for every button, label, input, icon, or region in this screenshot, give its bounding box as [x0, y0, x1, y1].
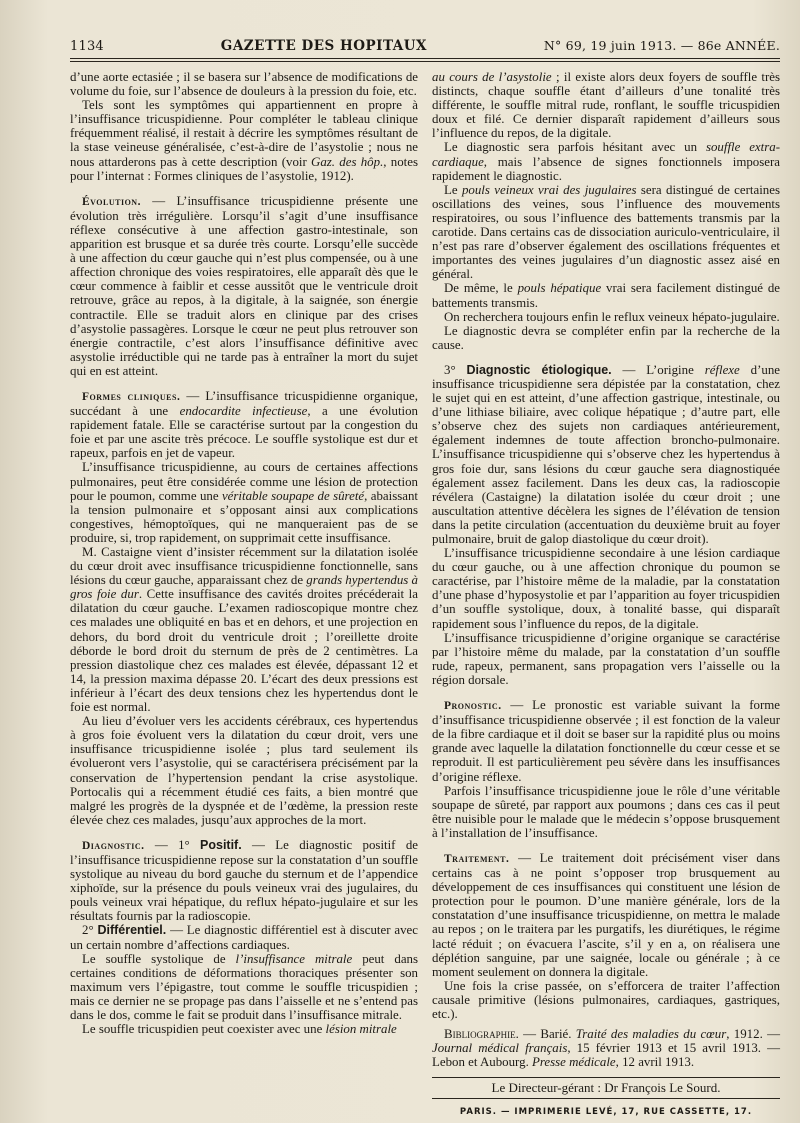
section-pronostic: Pronostic. — Le pronostic est variable suivant la forme d’insuffisance tricuspidienne observée ; il est fonction de la valeur de la fibre cardiaque et il doit se baser sur la rapidité plus ou moins grande avec laquelle la dilatation fonctionnelle du cœur cesse et se reproduit. Il est particulièrement peu sévère dans les insuffisances d’origine réflexe. — [432, 698, 780, 784]
section-diagnostic: Diagnostic. — 1° Positif. — Le diagnostic positif de l’insuffisance tricuspidienne repose sur la constatation d’un souffle systolique au niveau du bord gauche du sternum et de l’appendice xiphoïde, sur la présence du pouls veineux vrai des jugulaires, du pouls veineux vrai hépatique, du reflux hépato-jugulaire et sur les résultats fournis par la radioscopie. — [70, 837, 418, 924]
paragraph: M. Castaigne vient d’insister récemment sur la dilatation isolée du cœur droit avec insuffisance tricuspidienne fonctionnelle, sans lésions du cœur gauche, apparaissant chez de grands hypertendus à gros foie dur. Cette insuffisance des cavités droites précéderait la dilatation du cœur gauche. L’examen radioscopique montre chez ces malades une obliquité en bas et en dehors, et une projection en dehors, du bord droit du ventricule droit ; l’oreillette droite déborde le bord droit du sternum de près de 2 centimètres. La pression diastolique chez ces malades est élevée, dépassant 12 et 14, la pression maxima dépasse 20. L’écart des deux pressions est inférieur à l’écart des deux tensions chez les hypertendus dont le foie est normal. — [70, 545, 418, 715]
paragraph: Une fois la crise passée, on s’efforcera de traiter l’affection causale primitive (lésions pulmonaires, cardiaques, gastriques, etc.). — [432, 978, 780, 1021]
section-formes-cliniques: Formes cliniques. — L’insuffisance tricuspidienne organique, succédant à une endocardite infectieuse, a une évolution rapidement fatale. Elle se caractérise surtout par la congestion du foie et par une ascite très précoce. Le souffle systolique est dur et rapeux, parfois en jet de vapeur. — [70, 388, 419, 461]
paragraph: Le souffle systolique de l’insuffisance mitrale peut dans certaines conditions de déformations thoraciques présenter son maximum vers l’épigastre, tout comme le souffle tricuspidien ; mais ce dernier ne se propage pas dans l’aisselle et ne s’entend pas dans le dos, comme le fait se produit dans l’insuffisance mitrale. — [70, 951, 418, 1022]
director-signature: Le Directeur-gérant : Dr François Le Sourd. — [432, 1077, 780, 1099]
article-columns — [70, 70, 780, 1120]
section-heading: Évolution. — [82, 195, 141, 208]
paragraph: L’insuffisance tricuspidienne d’origine organique se caractérise par l’histoire même du malade, par la constatation d’un souffle rude, rapeux, permanent, sans propagation vers l’aisselle ou la région dorsale. — [432, 630, 780, 687]
paragraph: Le diagnostic sera parfois hésitant avec un souffle extra-cardiaque, mais l’absence de signes fonctionnels imposera rapidement le diagnostic. — [432, 140, 780, 183]
printer-line: PARIS. — IMPRIMERIE LEVÉ, 17, RUE CASSETTE, 17. — [459, 1107, 753, 1118]
paragraph: L’insuffisance tricuspidienne, au cours de certaines affections pulmonaires, peut être considérée comme une lésion de protection pour le poumon, comme une véritable soupape de sûreté, abaissant la tension pulmonaire et s’opposant ainsi aux complications congestives, hémoptoïques, qui ne manqueraient pas de se produire, si, trop rapidement, on supprimait cette insuffisance. — [70, 460, 418, 545]
paragraph: Le diagnostic devra se compléter enfin par la recherche de la cause. — [432, 323, 780, 352]
paragraph: d’une aorte ectasiée ; il se basera sur l’absence de modifications de volume du foie, sur l’absence de douleurs à la pression du foie, etc. — [70, 70, 418, 99]
paragraph: Tels sont les symptômes qui appartiennent en propre à l’insuffisance tricuspidienne. Pour compléter le tableau clinique fréquemment réalisé, il restait à décrire les symptômes résultant de la stase veineuse généralisée, c’est-à-dire de l’asystolie ; nous ne nous attarderons pas à cette description (voir Gaz. des hôp., notes pour l’internat : Formes cliniques de l’asystolie, 1912). — [70, 98, 418, 183]
journal-title: GAZETTE DES HOPITAUX — [220, 38, 428, 54]
section-traitement: Traitement. — Le traitement doit précisément viser dans certains cas à ne point s’opposer trop brusquement au développement de ces insuffisances qui constituent une lésion de protection pour le poumon. D’une manière générale, lors de la constatation d’une insuffisance tricuspidienne, on mettra le malade au repos ; on le traitera par les purgatifs, les diurétiques, le régime lacté réduit ; on évacuera l’ascite, s’il y en a, on réalisera une déplétion sanguine, par une saignée, locale ou générale ; à ce moment seulement on donnera la digitale. — [432, 850, 780, 979]
paragraph: Parfois l’insuffisance tricuspidienne joue le rôle d’une véritable soupape de sûreté, par rapport aux poumons ; dans ces cas il peut être nuisible pour le malade que le médecin s’oppose brusquement à l’installation de l’insuffisance. — [432, 783, 780, 840]
page-header — [70, 38, 780, 58]
bibliography: Bibliographie. — Barié. Traité des maladies du cœur, 1912. — Journal médical français, 15 février 1913 et 15 avril 1913. — Lebon et Aubourg. Presse médicale, 12 avril 1913. — [432, 1027, 781, 1070]
paragraph: Le souffle tricuspidien peut coexister avec une lésion mitrale — [82, 1022, 397, 1037]
section-heading: Diagnostic. — [82, 839, 145, 852]
section-heading: Traitement. — [444, 852, 510, 865]
section-heading: Pronostic. — [444, 700, 502, 713]
paragraph: L’insuffisance tricuspidienne secondaire à une lésion cardiaque du cœur gauche, ou à une affection chronique du poumon se caractérise, par l’histoire même de la maladie, par la constatation d’une phase d’hyposystolie et par l’apparition au foyer tricuspidien d’un souffle systolique, doux, à tonalité basse, qui disparaît rapidement sous l’influence du repos, de la digitale. — [432, 546, 780, 631]
right-column — [432, 70, 780, 1120]
section-etiologique: 3° Diagnostic étiologique. — L’origine réflexe d’une insuffisance tricuspidienne sera dépistée par la constatation, chez le sujet qui en est atteint, d’une affection gastrique, intestinale, ou d’une lithiase biliaire, avec colique hépatique ; d’autre part, elle s’observe chez des sujets non cardiaques antérieurement, également indemnes de toute affection broncho-pulmonaire. L’insuffisance tricuspidienne qui s’observe chez les hypertendus à gros foie dur, sans lésions du cœur gauche sera diagnostiquée également assez facilement. Dans les deux cas, la radioscopie révélera (Castaigne) la dilatation isolée du cœur droit ; une auscultation attentive décèlera les signes de l’élévation de tension dans la petite circulation (accentuation du deuxième bruit au foyer pulmonaire, bruit de galop diastolique du cœur droit). — [432, 362, 780, 546]
left-column — [70, 70, 418, 1036]
paragraph: au cours de l’asystolie ; il existe alors deux foyers de souffle très distincts, chaque souffle étant d’ailleurs d’une tonalité très différente, le souffle mitral rude, ronflant, le souffle tricuspidien doux et filé. Ce dernier disparaît rapidement d’ailleurs sous l’influence du repos, de la digitale. — [432, 70, 780, 141]
page-number: 1134 — [70, 39, 104, 54]
paragraph: Au lieu d’évoluer vers les accidents cérébraux, ces hypertendus à gros foie évoluent vers la dilatation du cœur droit, vers une insuffisance tricuspidienne isolée ; plus tard seulement ils évolueront vers l’asystolie, qui se caractérisera précisément par la conservation de l’hypertension pendant la crise asystolique. Portocalis qui a récemment étudié ces faits, a bien montré que malgré les progrès de la dyspnée et de l’œdème, la pression reste élevée chez ces malades, jusqu’aux approches de la mort. — [70, 714, 418, 827]
paragraph: De même, le pouls hépatique vrai sera facilement distingué de battements transmis. — [432, 281, 780, 310]
section-evolution: Évolution. — L’insuffisance tricuspidienne présente une évolution très irrégulière. Lorsqu’il s’agit d’une insuffisance réflexe consécutive à une affection gastro-intestinale, son apparition est brusque et sa durée très courte. Lorsqu’elle succède à une affection du cœur gauche qui n’est plus compensée, ou à une affection chronique des voies respiratoires, elle apparaît dès que le cœur commence à faiblir et cesse aussitôt que le ventricule droit retrouve, grâce au repos, à la digitale, à la saignée, son énergie contractile. Elle se traduit alors en clinique par des crises d’asystolie passagères. Lorsque le cœur ne peut plus retrouver son énergie contractile, c’est alors l’insuffisance définitive avec asystolie irréductible qui ne tarde pas à entraîner la mort du sujet qui en est atteint. — [70, 193, 418, 378]
paragraph: On recherchera toujours enfin le reflux veineux hépato-jugulaire. — [444, 309, 780, 324]
header-rule — [70, 58, 780, 62]
paragraph: Le pouls veineux vrai des jugulaires sera distingué de certaines oscillations des veines, sous l’influence des mouvements respiratoires, ou sous l’influence des battements transmis par la carotide. Dans certains cas de dissociation auriculo-ventriculaire, il n’est pas rare d’observer également des oscillations fréquentes et importantes des veines jugulaires d’un diagnostic assez aisé en général. — [432, 182, 780, 282]
paragraph: 2° Différentiel. — Le diagnostic différentiel est à discuter avec un certain nombre d’affections cardiaques. — [70, 923, 418, 952]
section-heading: Formes cliniques. — [82, 390, 181, 403]
issue-info: N° 69, 19 juin 1913. — 86e ANNÉE. — [543, 38, 780, 53]
